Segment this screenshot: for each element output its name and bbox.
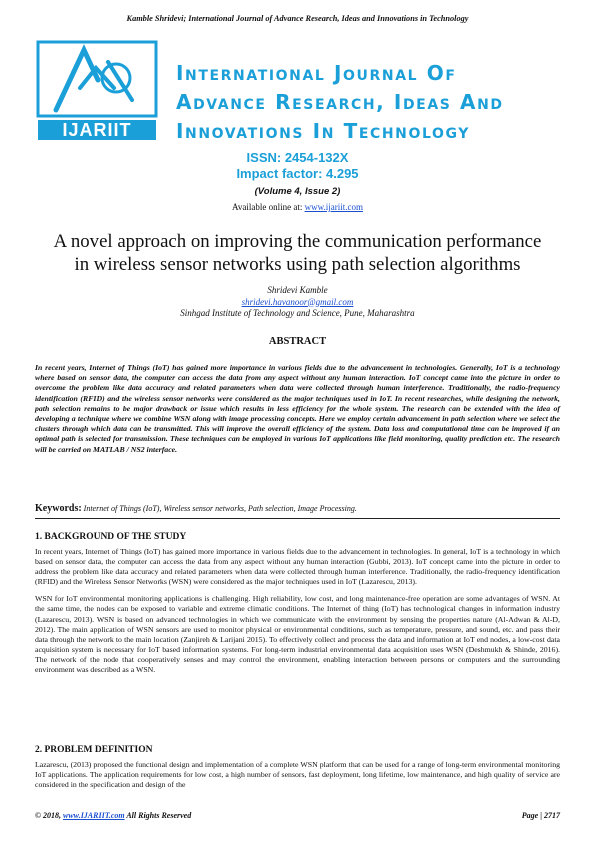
- impact-factor: Impact factor: 4.295: [236, 166, 359, 181]
- running-head: Kamble Shridevi; International Journal of Advance Research, Ideas and Innovations in Technology: [126, 14, 469, 23]
- paper-title-line2: in wireless sensor networks using path selection algorithms: [74, 254, 521, 275]
- footer-copyright: [35, 811, 191, 820]
- author-affiliation: Sinhgad Institute of Technology and Science, Pune, Maharashtra: [180, 308, 415, 318]
- abstract-text: In recent years, Internet of Things (IoT) has gained more importance in various fields due to the advancement in technologies. Generally, IoT is a technology where based on sensor data, the computer can access the data from any aspect without any human interaction. IoT concept came into the picture in order to overcome the problem like data accuracy and related parameters when data were collected through human interference. Traditionally, the radio-frequency identification (RFID) and the wireless sensor networks were considered as the major techniques used in IoT. In recent researches, while designing the network, path selection remains to be major drawback or issue which results in less efficiency for the whole system. The research can be extended with the idea of developing a technique where we combine WSN along with image processing concepts. Here we employ certain advancement in path selection where we select the clusters through which data can be transmitted. This will improve the overall efficiency of the system. Data loss and computational time can be improved if an optimal path is selected for transmission. These techniques can be employed in various IoT applications like field monitoring, quality prediction etc. The research will be carried on MATLAB / NS2 interface.: [35, 363, 560, 454]
- available-online: [0, 202, 595, 212]
- section-background: [35, 532, 560, 682]
- journal-name-line1: International Journal Of: [176, 61, 457, 85]
- issn: ISSN: 2454-132X: [246, 150, 349, 165]
- divider: [35, 518, 560, 519]
- journal-logo: [36, 40, 158, 142]
- paper-title-line1: A novel approach on improving the communication performance: [53, 231, 542, 252]
- copyright-suffix: All Rights Reserved: [124, 811, 192, 820]
- volume-issue: (Volume 4, Issue 2): [254, 186, 341, 197]
- logo-text: IJARIIT: [62, 120, 132, 140]
- author-block: [0, 285, 595, 320]
- logo-peak-left: [56, 50, 98, 110]
- journal-website-link[interactable]: www.ijariit.com: [304, 202, 363, 212]
- journal-name-line3: Innovations In Technology: [176, 119, 471, 143]
- section-heading: 2. PROBLEM DEFINITION: [35, 745, 153, 755]
- author-name: Shridevi Kamble: [267, 285, 328, 295]
- keywords-label: Keywords:: [35, 503, 82, 514]
- keywords: [35, 503, 560, 514]
- keywords-text: Internet of Things (IoT), Wireless sensor networks, Path selection, Image Processing.: [83, 504, 357, 513]
- page-number: Page | 2717: [521, 811, 560, 820]
- journal-name: [176, 59, 576, 146]
- copyright-prefix: © 2018,: [35, 811, 63, 820]
- available-prefix: Available online at:: [232, 202, 305, 212]
- paragraph: WSN for IoT environmental monitoring applications is challenging. High reliability, low cost, and long maintenance-free operation are some advantages of WSN. At the same time, the nodes can be exposed to variable and extreme climatic conditions. The Internet of thing (IoT) has technological changes in information industry (Lazarescu, 2013). WSN is based on advanced technologies in which we communicate with the environment by sensing the properties nature (Al-Adwan & Al-D, 2012). The main application of WSN sensors are used to monitor physical or environmental conditions, such as temperature, pressure, and sound, etc. and pass their data through the network to the main location (Zanjireh & Larijani 2015). To effectively collect and process the data and information at IoT end nodes, a low-cost data acquisition system is necessary for IoT based information systems. For long-term industrial environmental data acquisition uses WSN (Deshmukh & Shinde, 2016). The network of the node that cooperatively senses and may control the environment, enabling interaction between persons or computers and the surrounding environment was described as a WSN.: [35, 594, 560, 675]
- paper-title: [30, 230, 565, 276]
- abstract-heading: ABSTRACT: [268, 336, 327, 347]
- section-heading: 1. BACKGROUND OF THE STUDY: [35, 532, 187, 542]
- footer-website-link[interactable]: www.IJARIIT.com: [62, 811, 125, 820]
- section-problem-definition: [35, 745, 560, 797]
- journal-name-line2: Advance Research, Ideas And: [176, 90, 504, 114]
- author-email-link[interactable]: shridevi.havanoor@gmail.com: [241, 296, 354, 307]
- paragraph: In recent years, Internet of Things (IoT) has gained more importance in various fields due to the advancement in technologies. In general, IoT is a technology in which based on sensor data, the computer can access the data from any aspect without any human interaction (Gubbi, 2013). IoT concept came into the picture in order to address the problem like data accuracy and related parameters when data were collected through human interference. Traditionally, the radio-frequency identification (RFID) and the Wireless Sensor Networks (WSN) were considered as the major techniques used in IoT (Lazarescu, 2013).: [35, 547, 560, 587]
- paragraph: Lazarescu, (2013) proposed the functional design and implementation of a complete WSN platform that can be used for a range of long-term environmental monitoring IoT applications. The application requirements for low cost, a high number of sensors, fast deployment, long lifetime, low maintenance, and high quality of service are considered in the specification and design of the: [35, 760, 560, 790]
